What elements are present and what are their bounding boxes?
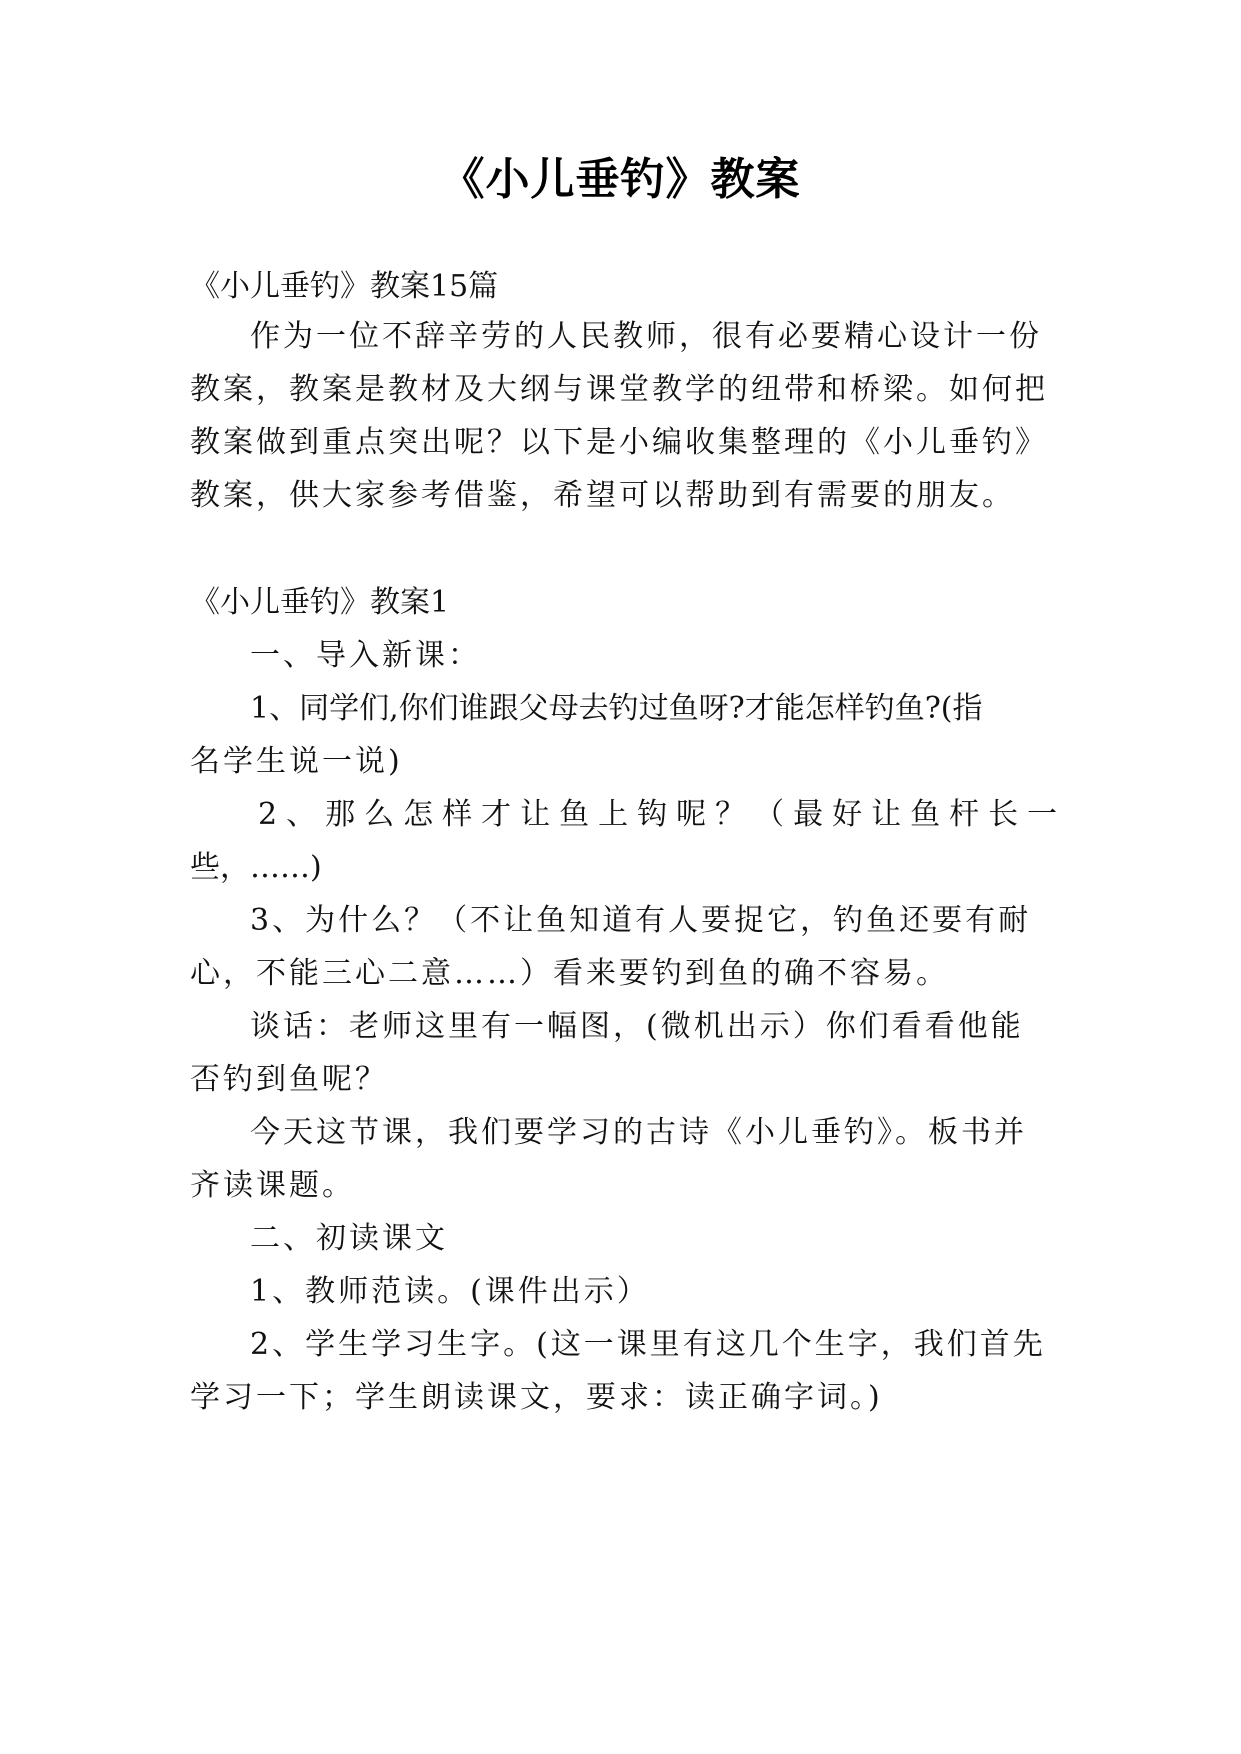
paragraph-line: 1、教师范读。(课件出示） [250, 1274, 650, 1309]
paragraph-line: 齐读课题。 [190, 1168, 355, 1203]
section-heading: 二、初读课文 [250, 1221, 448, 1256]
paragraph-line: 一、导入新课： [250, 638, 481, 673]
paragraph-line: 教案，供大家参考借鉴，希望可以帮助到有需要的朋友。 [190, 478, 1015, 513]
paragraph-line: 2、那么怎样才让鱼上钩呢？（最好让鱼杆长一 [258, 797, 1067, 832]
paragraph-line: 名学生说一说) [190, 744, 403, 779]
paragraph-line: 1、同学们,你们谁跟父母去钓过鱼呀?才能怎样钓鱼?(指 [250, 691, 983, 726]
paragraph-line: 今天这节课，我们要学习的古诗《小儿垂钓》。板书并 [250, 1115, 1027, 1150]
paragraph-line: 学习一下；学生朗读课文，要求：读正确字词。) [190, 1380, 883, 1415]
paragraph-line: 3、为什么？（不让鱼知道有人要捉它，钓鱼还要有耐 [250, 903, 1032, 938]
section-heading: 《小儿垂钓》教案1 [190, 585, 450, 620]
paragraph-line: 些，……) [190, 850, 322, 885]
paragraph-line: 否钓到鱼呢？ [190, 1062, 388, 1097]
paragraph-line: 心，不能三心二意……）看来要钓到鱼的确不容易。 [190, 956, 949, 991]
document-title: 《小儿垂钓》教案 [440, 154, 801, 205]
paragraph-line: 谈话：老师这里有一幅图，(微机出示）你们看看他能 [250, 1009, 1024, 1044]
paragraph-line: 2、学生学习生字。(这一课里有这几个生字，我们首先 [250, 1327, 1046, 1362]
paragraph-line: 教案，教案是教材及大纲与课堂教学的纽带和桥梁。如何把 [190, 372, 1048, 407]
paragraph-line: 教案做到重点突出呢？以下是小编收集整理的《小儿垂钓》 [190, 425, 1048, 460]
paragraph-line: 作为一位不辞辛劳的人民教师，很有必要精心设计一份 [250, 319, 1042, 354]
subtitle-line: 《小儿垂钓》教案15篇 [190, 269, 499, 304]
